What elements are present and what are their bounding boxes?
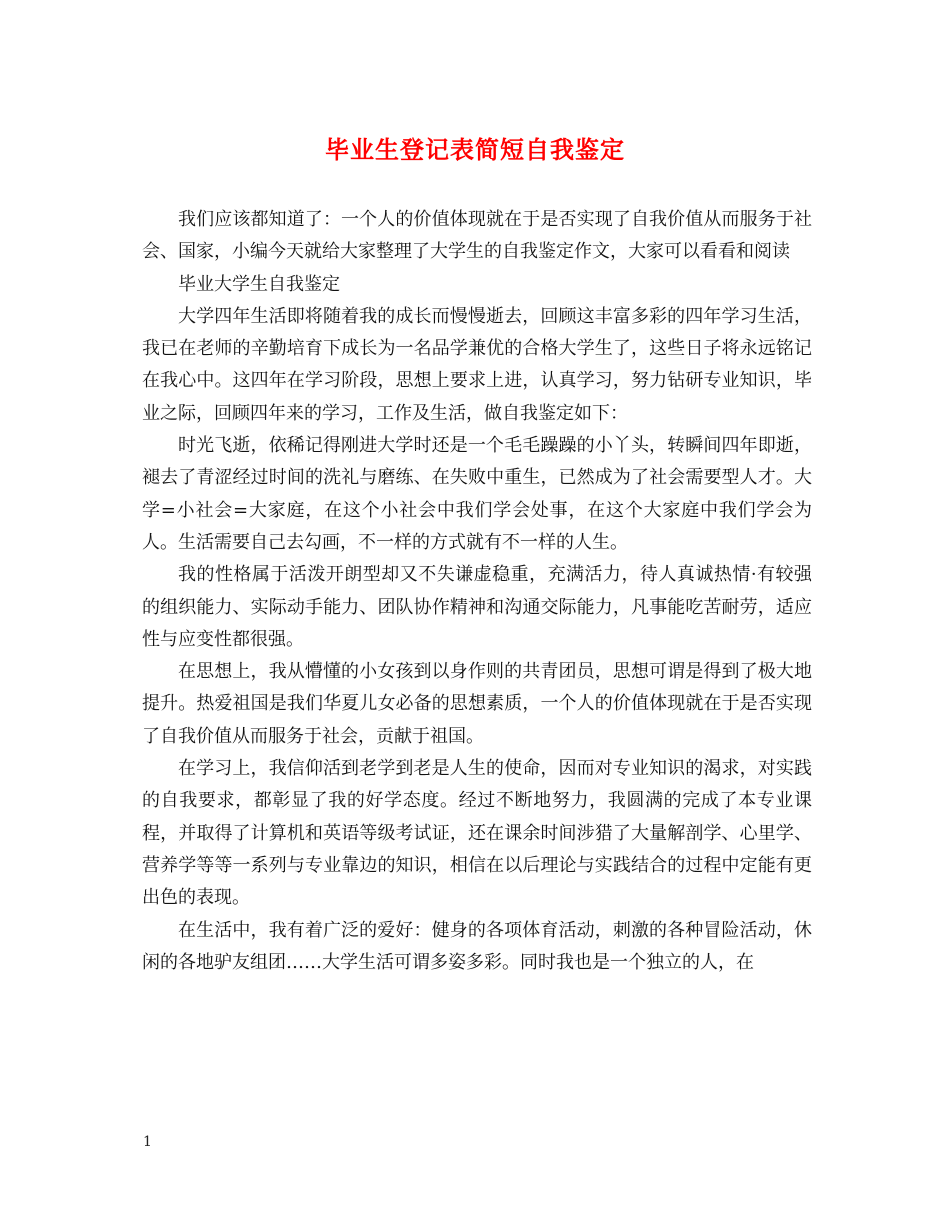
document-title: 毕业生登记表简短自我鉴定: [325, 135, 625, 164]
paragraph-life: 在生活中，我有着广泛的爱好：健身的各项体育活动，刺激的各种冒险活动，休闲的各地驴友组团……大学生活可谓多姿多彩。同时我也是一个独立的人，在: [142, 919, 812, 973]
paragraph-thought: 在思想上，我从懵懂的小女孩到以身作则的共青团员，思想可谓是得到了极大地提升。热爱祖国是我们华夏儿女必备的思想素质，一个人的价值体现就在于是否实现了自我价值从而服务于社会，贡献于祖国。: [142, 661, 812, 747]
paragraph-time: 时光飞逝，依稀记得刚进大学时还是一个毛毛躁躁的小丫头，转瞬间四年即逝，褪去了青涩经过时间的洗礼与磨练、在失败中重生，已然成为了社会需要型人才。大学=小社会=大家庭，在这个小社会中我们学会处事，在这个大家庭中我们学会为人。生活需要自己去勾画，不一样的方式就有不一样的人生。: [142, 435, 812, 553]
document-body: [142, 204, 812, 979]
section-heading: 毕业大学生自我鉴定: [178, 273, 340, 295]
paragraph-study: 在学习上，我信仰活到老学到老是人生的使命，因而对专业知识的渴求，对实践的自我要求，都彰显了我的好学态度。经过不断地努力，我圆满的完成了本专业课程，并取得了计算机和英语等级考试证，还在课余时间涉猎了大量解剖学、心里学、营养学等等一系列与专业靠边的知识，相信在以后理论与实践结合的过程中定能有更出色的表现。: [142, 758, 812, 909]
paragraph-intro: 我们应该都知道了：一个人的价值体现就在于是否实现了自我价值从而服务于社会、国家，小编今天就给大家整理了大学生的自我鉴定作文，大家可以看看和阅读: [142, 209, 812, 263]
paragraph-overview: 大学四年生活即将随着我的成长而慢慢逝去，回顾这丰富多彩的四年学习生活，我已在老师的辛勤培育下成长为一名品学兼优的合格大学生了，这些日子将永远铭记在我心中。这四年在学习阶段，思想上要求上进，认真学习，努力钻研专业知识，毕业之际，回顾四年来的学习，工作及生活，做自我鉴定如下：: [142, 305, 812, 424]
paragraph-personality: 我的性格属于活泼开朗型却又不失谦虚稳重，充满活力，待人真诚热情·有较强的组织能力、实际动手能力、团队协作精神和沟通交际能力，凡事能吃苦耐劳，适应性与应变性都很强。: [142, 564, 812, 650]
page-number: 1: [143, 1134, 152, 1150]
